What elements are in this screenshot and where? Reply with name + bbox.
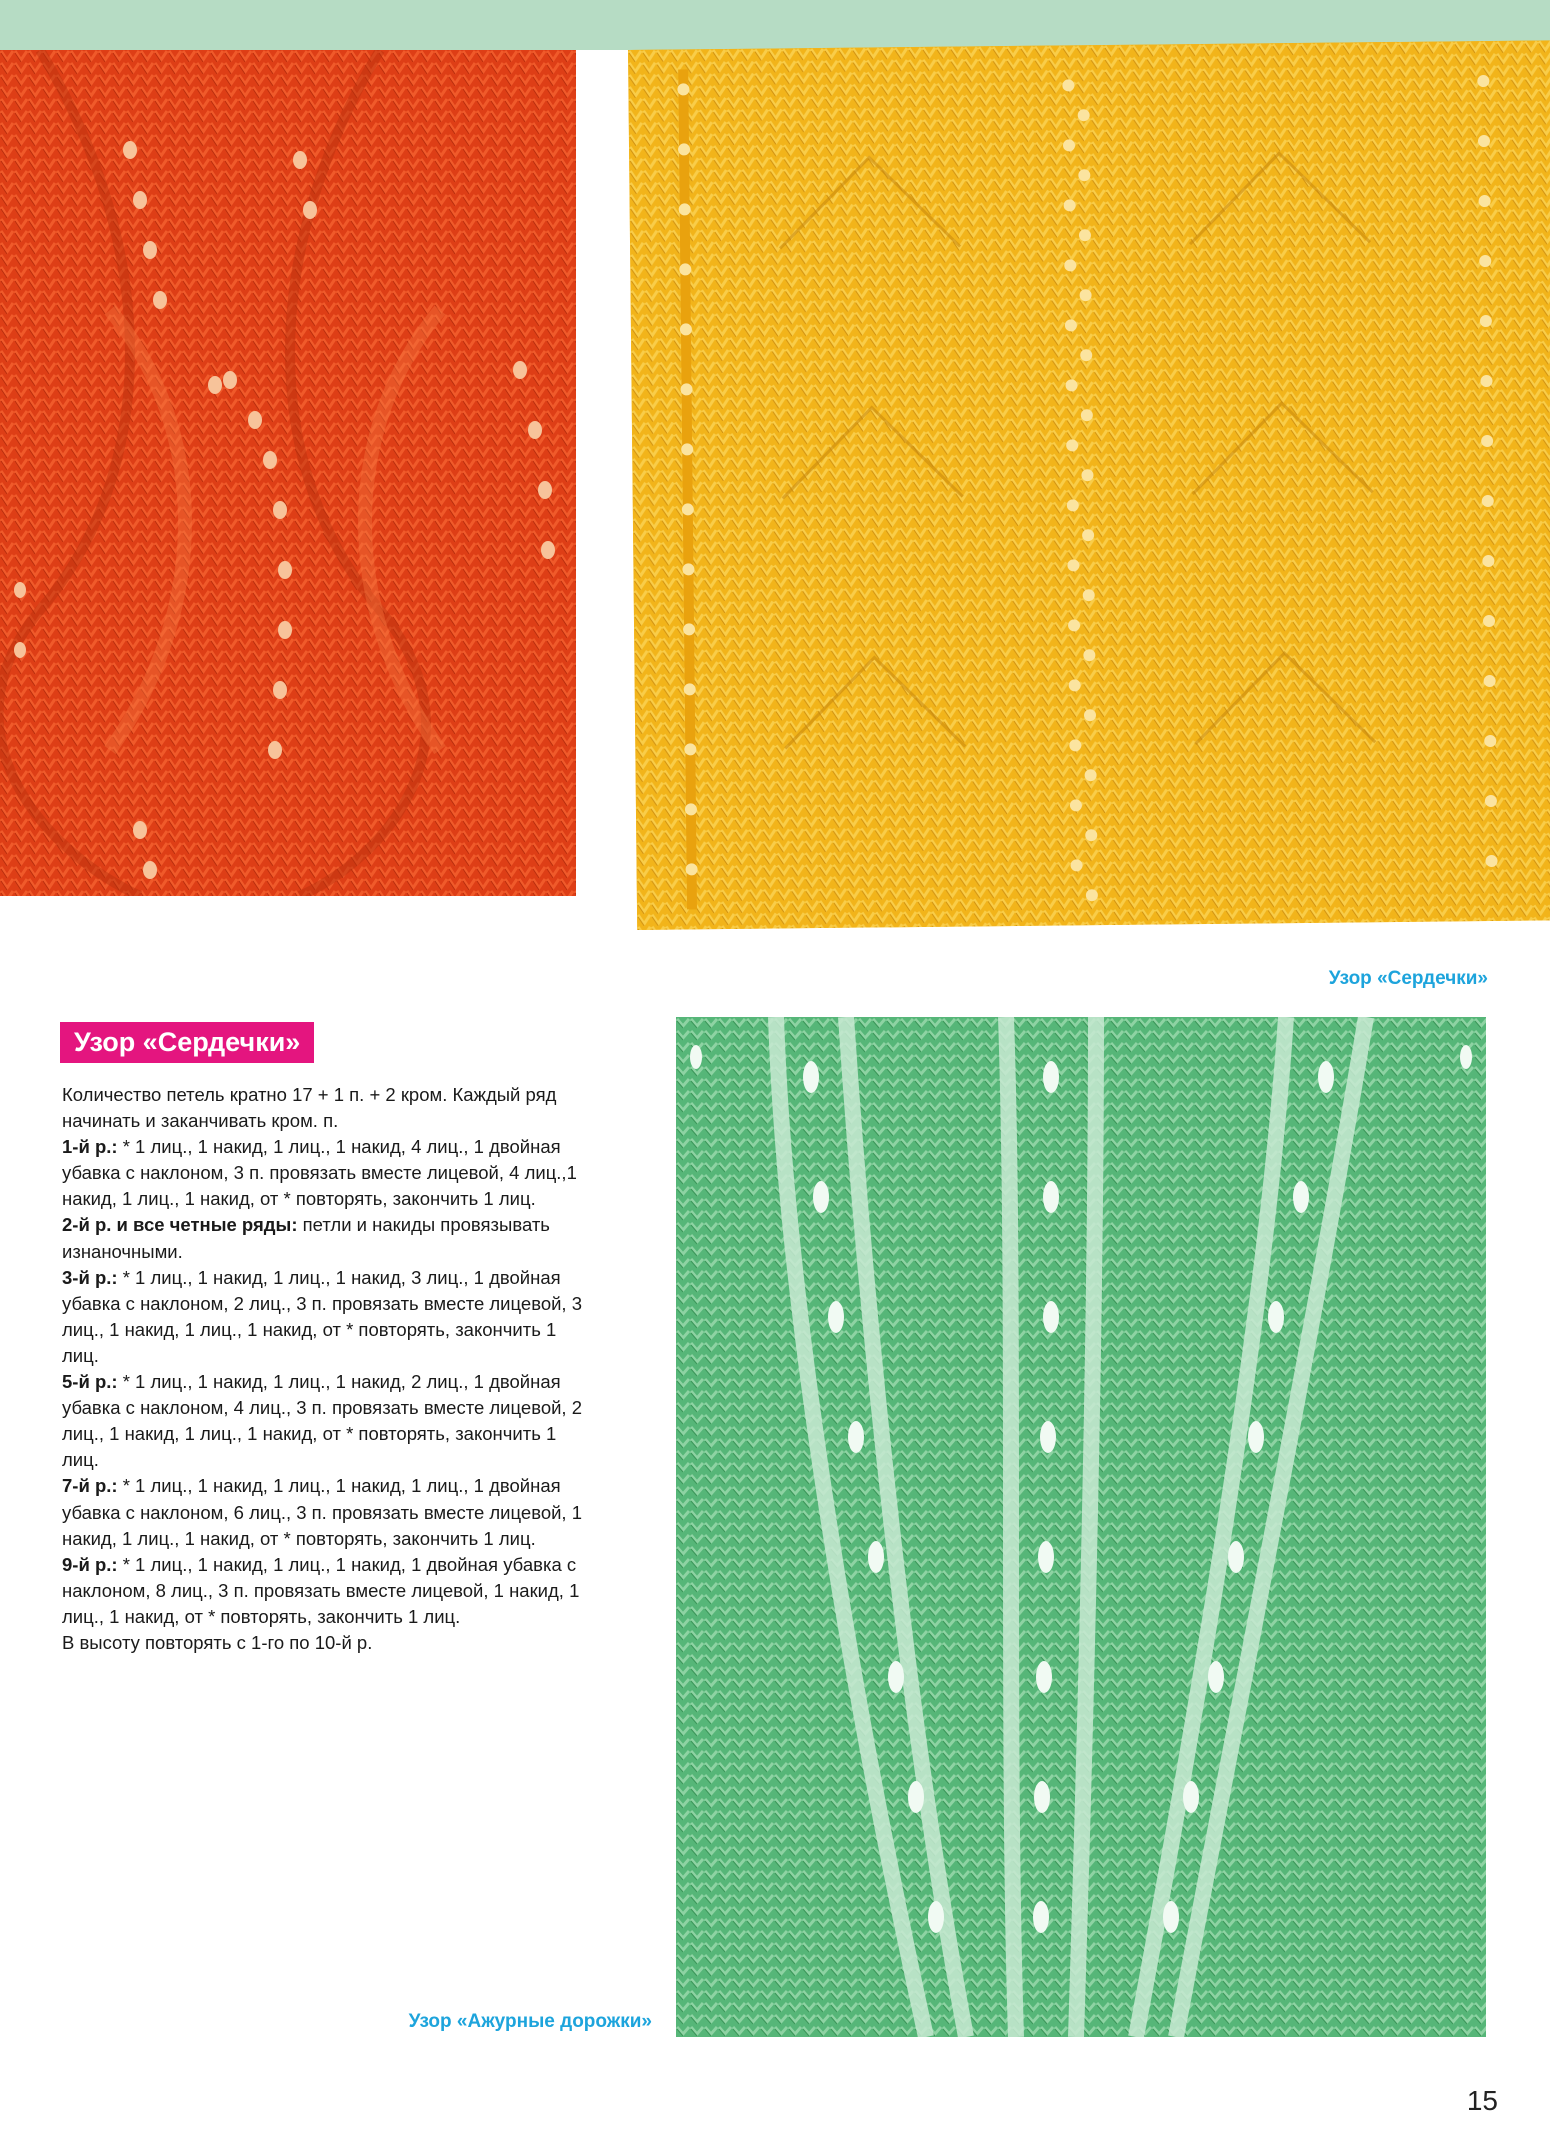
- pattern-instructions: [62, 1082, 582, 1656]
- red-knit-texture: [0, 50, 576, 896]
- row-text: петли и накиды провязывать изнаночными.: [62, 1214, 550, 1262]
- green-knit-texture: [676, 1017, 1486, 2037]
- pattern-row: [62, 1212, 582, 1264]
- yellow-knit-texture: [628, 40, 1550, 930]
- pattern-row: [62, 1369, 582, 1473]
- pattern-intro: Количество петель кратно 17 + 1 п. + 2 кром. Каждый ряд начинать и заканчивать кром. п.: [62, 1084, 557, 1132]
- row-label: 5-й р.:: [62, 1371, 118, 1393]
- row-text: * 1 лиц., 1 накид, 1 лиц., 1 накид, 4 лиц., 1 двойная убавка с наклоном, 3 п. провязать вместе лицевой, 4 лиц.,1 накид, 1 лиц., 1 накид, от * повторять, закончить 1 лиц.: [62, 1136, 577, 1210]
- green-knit-swatch-photo: [676, 1017, 1486, 2037]
- row-text: * 1 лиц., 1 накид, 1 лиц., 1 накид, 3 лиц., 1 двойная убавка с наклоном, 2 лиц., 3 п. провязать вместе лицевой, 3 лиц., 1 накид, 1 лиц., 1 накид, от * повторять, закончить 1 лиц.: [62, 1266, 583, 1366]
- row-text: * 1 лиц., 1 накид, 1 лиц., 1 накид, 2 лиц., 1 двойная убавка с наклоном, 4 лиц., 3 п. провязать вместе лицевой, 2 лиц., 1 накид, 1 лиц., 1 накид, от * повторять, закончить 1 лиц.: [62, 1371, 583, 1471]
- row-label: 1-й р.:: [62, 1136, 118, 1158]
- row-text: * 1 лиц., 1 накид, 1 лиц., 1 накид, 1 лиц., 1 двойная убавка с наклоном, 6 лиц., 3 п. провязать вместе лицевой, 1 накид, 1 лиц., 1 накид, от * повторять, закончить 1 лиц.: [62, 1475, 583, 1549]
- yellow-knit-swatch-photo: [628, 40, 1550, 930]
- pattern-closing: В высоту повторять с 1-го по 10-й р.: [62, 1631, 373, 1653]
- pattern-row: [62, 1134, 582, 1212]
- pattern-heading: Узор «Сердечки»: [60, 1022, 314, 1063]
- row-label: 9-й р.:: [62, 1553, 118, 1575]
- row-text: * 1 лиц., 1 накид, 1 лиц., 1 накид, 1 двойная убавка с наклоном, 8 лиц., 3 п. провязать вместе лицевой, 1 накид, 1 лиц., 1 накид, от * повторять, закончить 1 лиц.: [62, 1553, 580, 1627]
- pattern-row: [62, 1473, 582, 1551]
- pattern-row: [62, 1552, 582, 1630]
- row-label: 7-й р.:: [62, 1475, 118, 1497]
- page-number: 15: [1466, 2085, 1498, 2116]
- row-label: 2-й р. и все четные ряды:: [62, 1214, 298, 1236]
- row-label: 3-й р.:: [62, 1266, 118, 1288]
- pattern-row: [62, 1265, 582, 1369]
- green-swatch-caption: Узор «Ажурные дорожки»: [408, 2011, 652, 2032]
- yellow-swatch-caption: Узор «Сердечки»: [1328, 968, 1488, 989]
- red-knit-swatch-photo: [0, 50, 576, 896]
